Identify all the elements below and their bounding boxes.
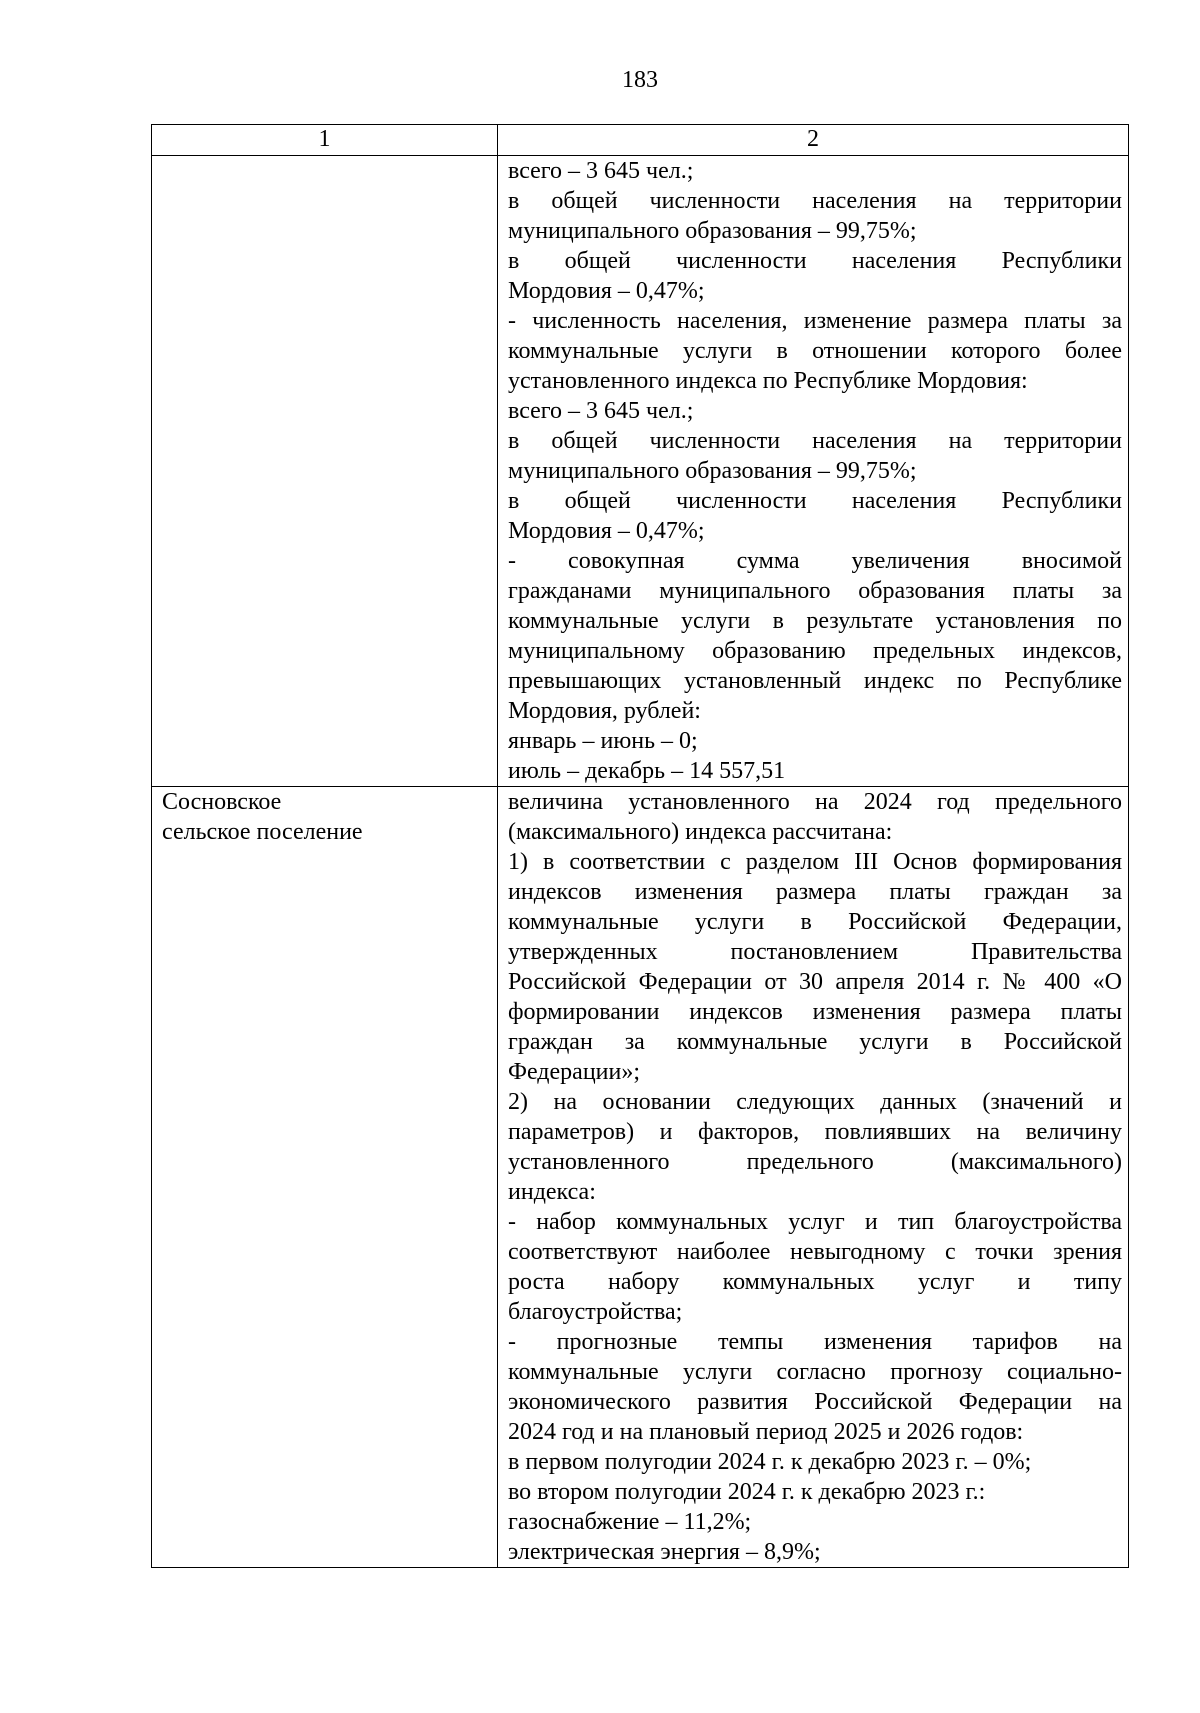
text-line: коммунальные услуги в Российской Федерации, [508,909,1122,935]
text-line: установленного предельного (максимального) [508,1149,1122,1175]
text-line: Федерации»; [508,1059,641,1085]
text-line: июль – декабрь – 14 557,51 [508,758,786,784]
text-line: всего – 3 645 чел.; [508,158,694,184]
text-line: индекса: [508,1179,596,1205]
text-line: экономического развития Российской Федерации на [508,1389,1122,1415]
settlement-name-line: сельское поселение [162,819,363,845]
text-line: муниципального образования – 99,75%; [508,458,917,484]
text-line: муниципального образования – 99,75%; [508,218,917,244]
text-line: в общей численности населения Республики [508,248,1122,274]
text-line: газоснабжение – 11,2%; [508,1509,752,1535]
text-line: роста набору коммунальных услуг и типу [508,1269,1122,1295]
text-line: в первом полугодии 2024 г. к декабрю 2023 г. – 0%; [508,1449,1032,1475]
text-line: - набор коммунальных услуг и тип благоустройства [508,1209,1122,1235]
column-header-1: 1 [152,125,498,156]
settlement-name-line: Сосновское [162,789,282,815]
text-line: в общей численности населения на территории [508,428,1122,454]
text-line: индексов изменения размера платы граждан за [508,879,1122,905]
text-line: январь – июнь – 0; [508,728,698,754]
text-line: в общей численности населения Республики [508,488,1122,514]
text-line: - совокупная сумма увеличения вносимой [508,548,1122,574]
text-line: благоустройства; [508,1299,683,1325]
page-number: 183 [622,67,658,93]
table-header-row [152,125,1129,156]
row2-col1-cell [152,787,498,1568]
text-line: электрическая энергия – 8,9%; [508,1539,821,1565]
text-line: 2024 год и на плановый период 2025 и 2026 годов: [508,1419,1024,1445]
table-row [152,156,1129,787]
row2-col2-cell [498,787,1129,1568]
text-line: коммунальные услуги в отношении которого более [508,338,1122,364]
text-line: гражданами муниципального образования платы за [508,578,1122,604]
text-line: 2) на основании следующих данных (значений и [508,1089,1122,1115]
text-line: коммунальные услуги в результате установления по [508,608,1122,634]
table-row [152,787,1129,1568]
text-line: (максимального) индекса рассчитана: [508,819,893,845]
text-line: величина установленного на 2024 год предельного [508,789,1122,815]
text-line: соответствуют наиболее невыгодному с точки зрения [508,1239,1122,1265]
text-line: во втором полугодии 2024 г. к декабрю 2023 г.: [508,1479,986,1505]
text-line: - прогнозные темпы изменения тарифов на [508,1329,1122,1355]
text-line: - численность населения, изменение размера платы за [508,308,1122,334]
text-line: Российской Федерации от 30 апреля 2014 г. № 400 «О [508,969,1122,995]
column-header-2: 2 [498,125,1129,156]
text-line: коммунальные услуги согласно прогнозу социально- [508,1359,1122,1385]
document-table [151,124,1129,1568]
text-line: Мордовия, рублей: [508,698,701,724]
text-line: Мордовия – 0,47%; [508,518,705,544]
text-line: превышающих установленный индекс по Республике [508,668,1122,694]
text-line: граждан за коммунальные услуги в Российской [508,1029,1122,1055]
text-line: формировании индексов изменения размера платы [508,999,1122,1025]
text-line: всего – 3 645 чел.; [508,398,694,424]
text-line: параметров) и факторов, повлиявших на величину [508,1119,1122,1145]
text-line: утвержденных постановлением Правительства [508,939,1122,965]
text-line: установленного индекса по Республике Мордовия: [508,368,1028,394]
text-line: 1) в соответствии с разделом III Основ формирования [508,849,1122,875]
row1-col2-cell [498,156,1129,787]
text-line: Мордовия – 0,47%; [508,278,705,304]
text-line: муниципальному образованию предельных индексов, [508,638,1122,664]
text-line: в общей численности населения на территории [508,188,1122,214]
row1-col1-cell [152,156,498,787]
